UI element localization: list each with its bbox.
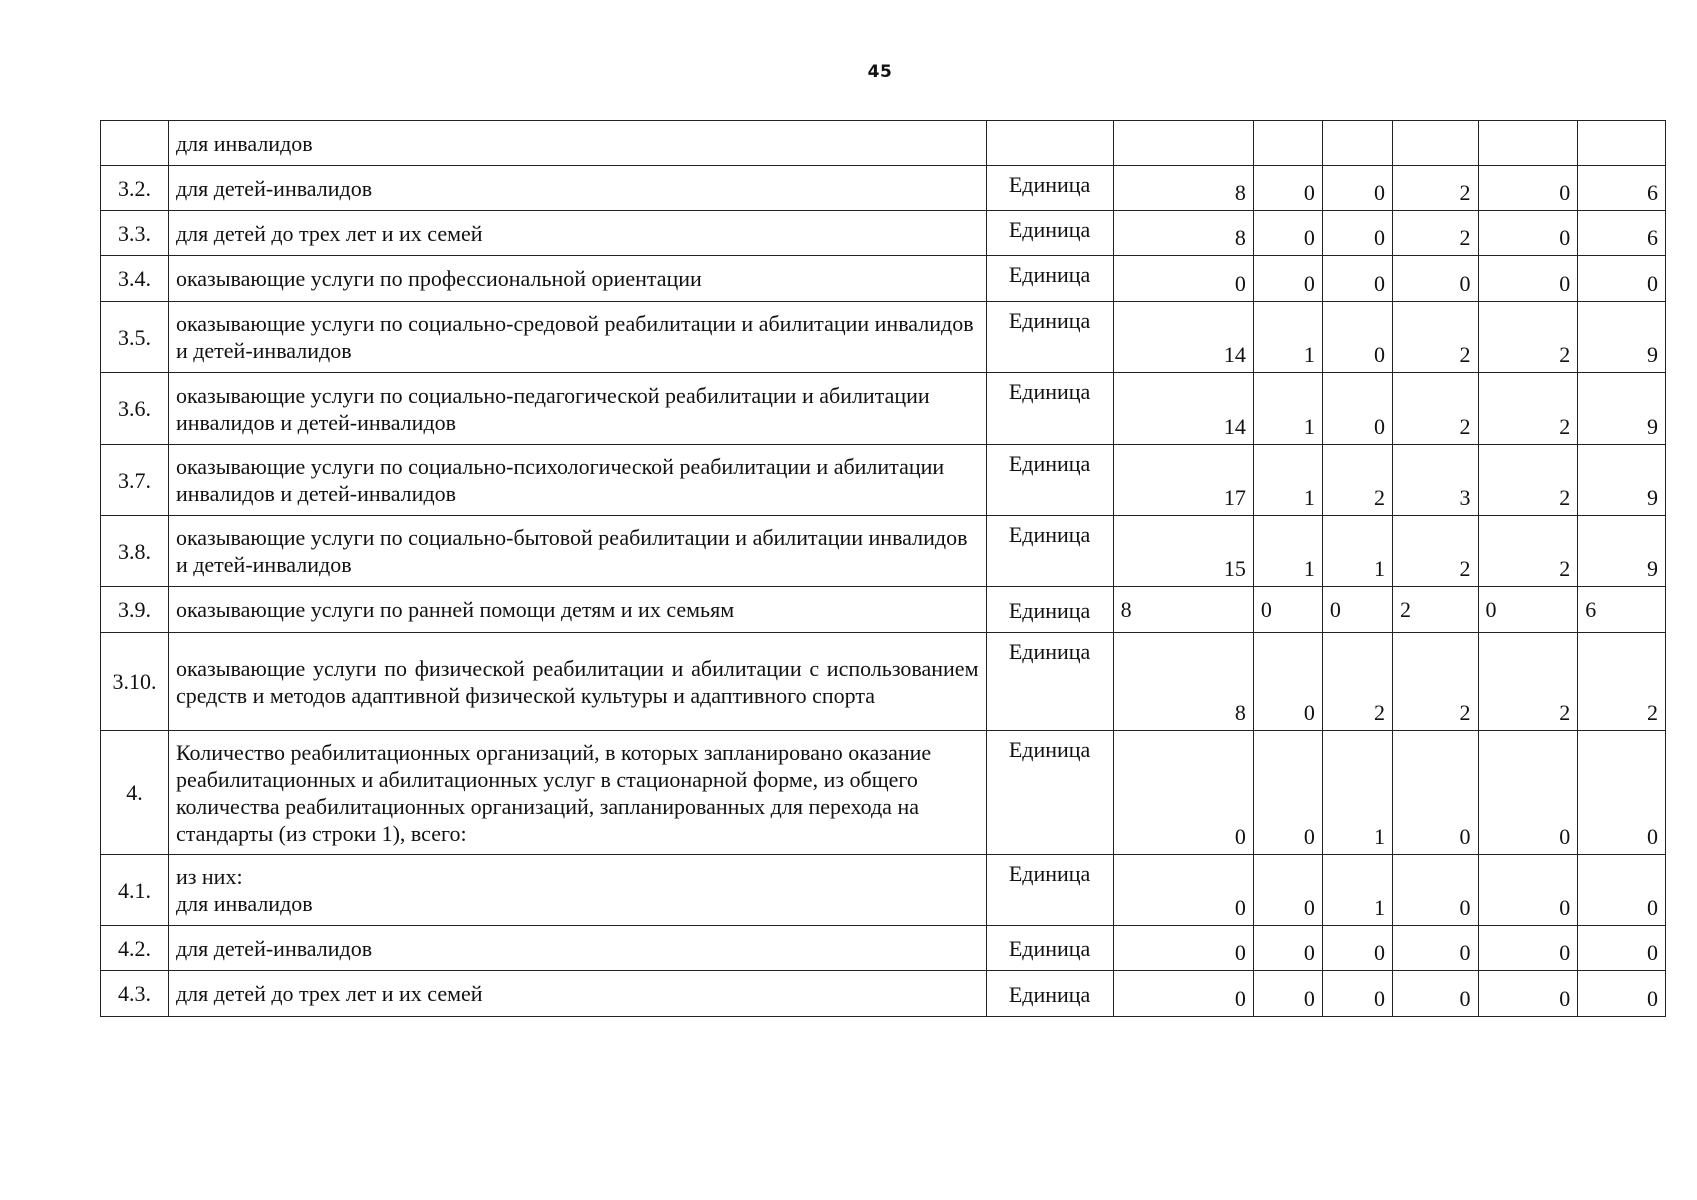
row-number: 3.4. <box>101 256 169 302</box>
value-cell: 14 <box>1113 373 1253 445</box>
value-cell: 2 <box>1322 633 1392 731</box>
row-number <box>101 121 169 166</box>
value-cell: 9 <box>1578 516 1666 587</box>
value-cell: 3 <box>1393 445 1478 516</box>
value-cell <box>1578 121 1666 166</box>
value-cell: 2 <box>1322 445 1392 516</box>
row-number: 3.7. <box>101 445 169 516</box>
row-unit: Единица <box>986 373 1113 445</box>
value-cell: 0 <box>1322 587 1392 633</box>
row-description: оказывающие услуги по социально-бытовой реабилитации и абилитации инвалидов и детей-инвалидов <box>168 516 986 587</box>
table-row <box>101 855 1666 926</box>
value-cell: 0 <box>1113 731 1253 855</box>
table-row <box>101 166 1666 211</box>
value-cell: 2 <box>1393 302 1478 373</box>
table-row <box>101 373 1666 445</box>
value-cell: 0 <box>1113 256 1253 302</box>
row-description: для инвалидов <box>168 121 986 166</box>
value-cell: 2 <box>1478 633 1578 731</box>
row-unit: Единица <box>986 516 1113 587</box>
value-cell: 0 <box>1322 256 1392 302</box>
value-cell: 0 <box>1578 926 1666 971</box>
table-row <box>101 256 1666 302</box>
table-row <box>101 445 1666 516</box>
row-description: для детей-инвалидов <box>168 926 986 971</box>
row-number: 3.10. <box>101 633 169 731</box>
value-cell: 0 <box>1478 166 1578 211</box>
value-cell: 1 <box>1322 855 1392 926</box>
value-cell: 8 <box>1113 633 1253 731</box>
row-unit: Единица <box>986 731 1113 855</box>
value-cell <box>1113 121 1253 166</box>
value-cell: 1 <box>1253 516 1322 587</box>
table-row <box>101 926 1666 971</box>
value-cell: 2 <box>1578 633 1666 731</box>
row-unit: Единица <box>986 855 1113 926</box>
value-cell: 0 <box>1253 633 1322 731</box>
value-cell: 2 <box>1393 166 1478 211</box>
value-cell <box>1253 121 1322 166</box>
value-cell: 0 <box>1322 926 1392 971</box>
value-cell: 2 <box>1393 373 1478 445</box>
row-unit: Единица <box>986 166 1113 211</box>
value-cell: 0 <box>1578 971 1666 1017</box>
value-cell: 0 <box>1478 211 1578 256</box>
table-row <box>101 971 1666 1017</box>
row-description-line: для инвалидов <box>175 891 313 916</box>
value-cell: 1 <box>1253 445 1322 516</box>
row-description <box>168 855 986 926</box>
value-cell: 0 <box>1393 256 1478 302</box>
row-number: 4.1. <box>101 855 169 926</box>
row-unit: Единица <box>986 211 1113 256</box>
value-cell: 0 <box>1322 211 1392 256</box>
row-unit <box>986 121 1113 166</box>
value-cell: 17 <box>1113 445 1253 516</box>
value-cell: 0 <box>1478 256 1578 302</box>
row-number: 3.8. <box>101 516 169 587</box>
value-cell: 0 <box>1578 855 1666 926</box>
table-row <box>101 121 1666 166</box>
value-cell: 0 <box>1253 166 1322 211</box>
value-cell: 0 <box>1393 855 1478 926</box>
value-cell: 0 <box>1113 855 1253 926</box>
value-cell: 0 <box>1253 971 1322 1017</box>
row-number: 4.3. <box>101 971 169 1017</box>
value-cell: 9 <box>1578 302 1666 373</box>
row-description: оказывающие услуги по социально-психологической реабилитации и абилитации инвалидов и детей-инвалидов <box>168 445 986 516</box>
value-cell: 6 <box>1578 166 1666 211</box>
table-row <box>101 211 1666 256</box>
value-cell: 0 <box>1253 211 1322 256</box>
value-cell: 0 <box>1322 373 1392 445</box>
row-description: оказывающие услуги по профессиональной ориентации <box>168 256 986 302</box>
value-cell: 2 <box>1478 302 1578 373</box>
row-description: для детей до трех лет и их семей <box>168 211 986 256</box>
value-cell: 0 <box>1322 971 1392 1017</box>
value-cell: 0 <box>1253 855 1322 926</box>
value-cell: 14 <box>1113 302 1253 373</box>
row-number: 3.6. <box>101 373 169 445</box>
row-description: оказывающие услуги по социально-средовой реабилитации и абилитации инвалидов и детей-инвалидов <box>168 302 986 373</box>
value-cell <box>1322 121 1392 166</box>
row-number: 3.9. <box>101 587 169 633</box>
value-cell: 2 <box>1478 516 1578 587</box>
value-cell: 0 <box>1393 926 1478 971</box>
row-number: 3.2. <box>101 166 169 211</box>
row-unit: Единица <box>986 926 1113 971</box>
value-cell <box>1478 121 1578 166</box>
value-cell: 0 <box>1322 302 1392 373</box>
table-row <box>101 633 1666 731</box>
row-unit: Единица <box>986 256 1113 302</box>
value-cell: 0 <box>1113 971 1253 1017</box>
row-description: оказывающие услуги по ранней помощи детям и их семьям <box>168 587 986 633</box>
table-row <box>101 302 1666 373</box>
value-cell: 0 <box>1253 587 1322 633</box>
page-number: 45 <box>867 62 893 82</box>
row-number: 4.2. <box>101 926 169 971</box>
value-cell: 1 <box>1253 302 1322 373</box>
value-cell: 0 <box>1393 971 1478 1017</box>
row-unit: Единица <box>986 633 1113 731</box>
row-description: Количество реабилитационных организаций, в которых запланировано оказание реабилитационных и абилитационных услуг в стационарной форме, из общего количества реабилитационных организаций, запланированных для перехода на стандарты (из строки 1), всего: <box>168 731 986 855</box>
indicators-table <box>100 120 1666 1017</box>
row-description: для детей до трех лет и их семей <box>168 971 986 1017</box>
value-cell: 2 <box>1393 587 1478 633</box>
value-cell: 2 <box>1393 211 1478 256</box>
value-cell: 1 <box>1322 516 1392 587</box>
value-cell: 8 <box>1113 587 1253 633</box>
row-number: 3.5. <box>101 302 169 373</box>
value-cell: 8 <box>1113 211 1253 256</box>
value-cell: 15 <box>1113 516 1253 587</box>
value-cell <box>1393 121 1478 166</box>
value-cell: 2 <box>1478 373 1578 445</box>
value-cell: 9 <box>1578 445 1666 516</box>
value-cell: 0 <box>1478 587 1578 633</box>
row-number: 3.3. <box>101 211 169 256</box>
value-cell: 2 <box>1478 445 1578 516</box>
row-description-line: из них: <box>175 864 243 889</box>
value-cell: 0 <box>1253 256 1322 302</box>
row-unit: Единица <box>986 971 1113 1017</box>
value-cell: 8 <box>1113 166 1253 211</box>
table-row <box>101 516 1666 587</box>
value-cell: 0 <box>1253 926 1322 971</box>
row-number: 4. <box>101 731 169 855</box>
value-cell: 0 <box>1578 256 1666 302</box>
value-cell: 0 <box>1478 971 1578 1017</box>
value-cell: 6 <box>1578 587 1666 633</box>
row-unit: Единица <box>986 302 1113 373</box>
value-cell: 0 <box>1322 166 1392 211</box>
value-cell: 0 <box>1113 926 1253 971</box>
table-row <box>101 731 1666 855</box>
value-cell: 0 <box>1478 855 1578 926</box>
row-description: оказывающие услуги по физической реабилитации и абилитации с использованием средств и методов адаптивной физической культуры и адаптивного спорта <box>168 633 986 731</box>
row-unit: Единица <box>986 587 1113 633</box>
row-description: оказывающие услуги по социально-педагогической реабилитации и абилитации инвалидов и детей-инвалидов <box>168 373 986 445</box>
value-cell: 0 <box>1578 731 1666 855</box>
value-cell: 0 <box>1393 731 1478 855</box>
value-cell: 1 <box>1253 373 1322 445</box>
value-cell: 9 <box>1578 373 1666 445</box>
value-cell: 0 <box>1478 731 1578 855</box>
table-row <box>101 587 1666 633</box>
value-cell: 2 <box>1393 633 1478 731</box>
value-cell: 6 <box>1578 211 1666 256</box>
row-unit: Единица <box>986 445 1113 516</box>
row-description: для детей-инвалидов <box>168 166 986 211</box>
value-cell: 1 <box>1322 731 1392 855</box>
value-cell: 0 <box>1478 926 1578 971</box>
value-cell: 0 <box>1253 731 1322 855</box>
value-cell: 2 <box>1393 516 1478 587</box>
